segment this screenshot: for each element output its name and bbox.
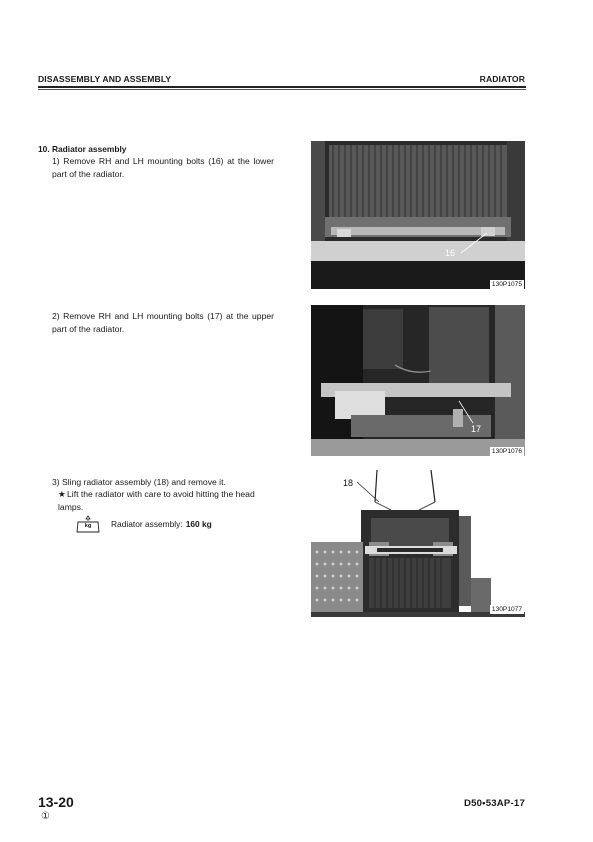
callout-18: 18: [343, 478, 354, 488]
weight-icon: [75, 515, 101, 533]
photo-radiator-lower-bolts: [311, 141, 525, 289]
header-rule-thin: [38, 89, 526, 90]
caution-note: [58, 488, 274, 513]
model-code: D50•53AP-17: [463, 798, 525, 809]
photo-2-caption: 130P1076: [491, 448, 522, 455]
weight-label: Radiator assembly:: [111, 519, 183, 529]
callout-17: 17: [471, 424, 482, 434]
step-1: 1) Remove RH and LH mounting bolts (16) at the lower part of the radiator.: [52, 156, 274, 179]
caution-note-text: Lift the radiator with care to avoid hitting the head lamps.: [58, 489, 255, 512]
star-icon: ★: [58, 489, 66, 499]
photo-3-caption: 130P1077: [491, 606, 522, 613]
revision-mark: ①: [41, 811, 50, 822]
header-rule: [38, 86, 526, 88]
page-number: 13-20: [38, 794, 74, 810]
step-3: 3) Sling radiator assembly (18) and remove it.: [52, 477, 226, 487]
step-2: 2) Remove RH and LH mounting bolts (17) at the upper part of the radiator.: [52, 311, 274, 334]
photo-radiator-upper-bolts: [311, 305, 525, 456]
section-header-title: DISASSEMBLY AND ASSEMBLY: [38, 74, 172, 84]
section-title: 10. Radiator assembly: [38, 144, 127, 154]
weight-spec: [75, 515, 212, 533]
component-header-title: RADIATOR: [479, 74, 525, 84]
weight-value: 160 kg: [185, 519, 212, 529]
callout-16: 16: [445, 248, 456, 258]
photo-radiator-slinging: [311, 468, 525, 617]
weight-icon-label: kg: [84, 523, 92, 529]
photo-1-caption: 130P1075: [491, 281, 522, 288]
